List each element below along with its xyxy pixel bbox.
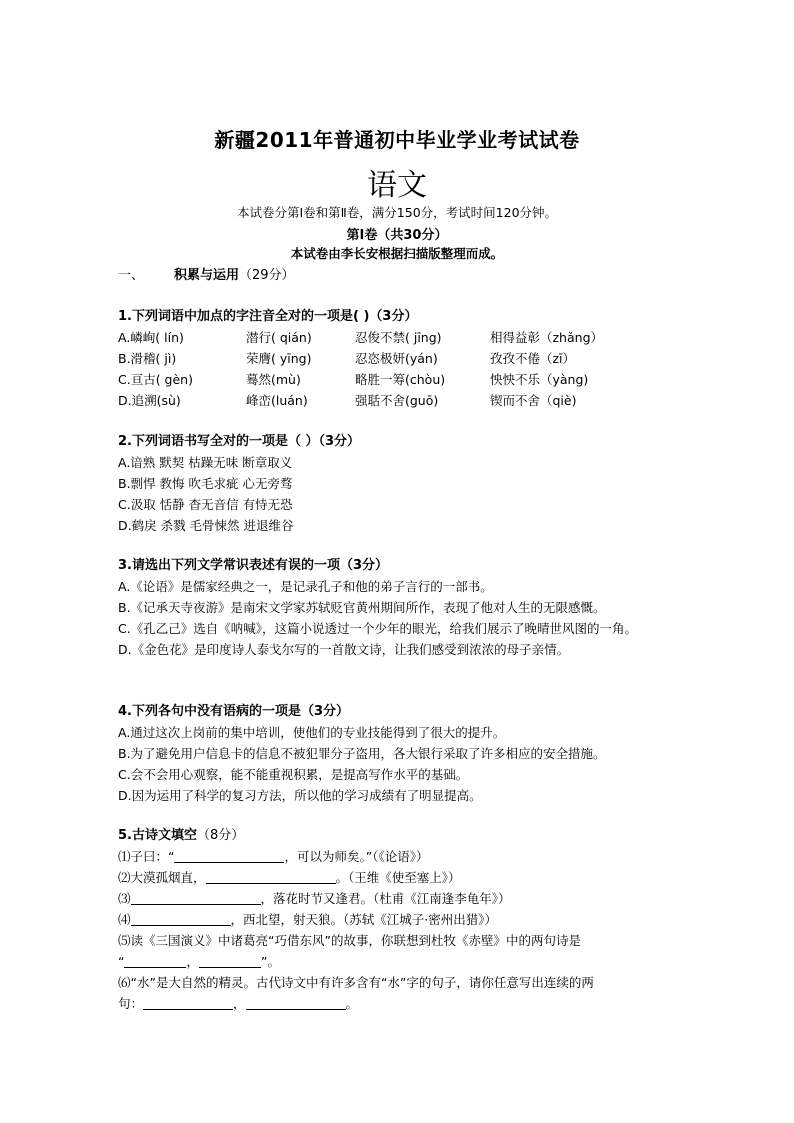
option-line: D.因为运用了科学的复习方法，所以他的学习成绩有了明显提高。 [118, 788, 482, 803]
option-line: A.谙熟 默契 枯躁无味 断章取义 [118, 455, 293, 470]
answer-blank[interactable] [174, 848, 284, 863]
fill-text: ⑵大漠孤烟直， [118, 870, 206, 885]
option-cell: 相得益彰（zhǎng） [490, 330, 604, 345]
option-cell: 略胜一筹(chòu) [355, 372, 446, 387]
fill-text: ⑴子曰：“ [118, 849, 175, 864]
question-title: 1.下列词语中加点的字注音全对的一项是( )（3分） [118, 309, 418, 324]
fill-item-6 [118, 972, 683, 993]
answer-blank[interactable] [246, 995, 346, 1010]
option-line: C.会不会用心观察，能不能重视积累，是提高写作水平的基础。 [118, 767, 469, 782]
fill-item-5-answer [118, 951, 683, 972]
option-line: D.《金色花》是印度诗人泰戈尔写的一首散文诗，让我们感受到浓浓的母子亲情。 [118, 642, 570, 657]
option-cell: 忍俊不禁( jīng) [355, 330, 442, 345]
fill-item-2 [118, 867, 683, 888]
question-title [118, 825, 683, 846]
option-cell: B.滑稽( jì) [118, 351, 177, 366]
fill-text: ， [233, 996, 246, 1011]
fill-text: ，可以为师矣。”（《论语》） [284, 849, 429, 864]
section-heading [118, 264, 295, 283]
fill-item-5 [118, 930, 683, 951]
question-5 [118, 825, 683, 1014]
question-1 [118, 306, 683, 411]
option-line: B.剽悍 教悔 吹毛求疵 心无旁骛 [118, 476, 293, 491]
fill-text: ⑶ [118, 891, 131, 906]
fill-item-4 [118, 909, 683, 930]
fill-text: ”。 [261, 954, 280, 969]
option-line: B.《记承天寺夜游》是南宋文学家苏轼贬官黄州期间所作，表现了他对人生的无限感慨。 [118, 600, 606, 615]
fill-text: ， [186, 954, 199, 969]
fill-text: ，落花时节又逢君。（杜甫《江南逢李龟年》） [260, 891, 511, 906]
question-score: （8分） [196, 828, 245, 843]
fill-item-1 [118, 846, 683, 867]
option-cell: 潜行( qián) [246, 330, 312, 345]
option-cell: 蓦然(mù) [246, 372, 301, 387]
answer-blank[interactable] [131, 890, 261, 905]
option-line: C.《孔乙己》选自《呐喊》，这篇小说透过一个少年的眼光，给我们展示了晚晴世风图的一角。 [118, 621, 637, 636]
question-2 [118, 431, 683, 536]
option-cell: 孜孜不倦（zī） [490, 351, 576, 366]
option-line: D.鹤戾 杀戮 毛骨悚然 进退维谷 [118, 518, 294, 533]
fill-text: ⑹“水”是大自然的精灵。古代诗文中有许多含有“水”字的句子，请你任意写出连续的两 [118, 975, 594, 990]
question-title: 2.下列词语书写全对的一项是（ ）（3分） [118, 434, 361, 449]
section-number: 一、 [118, 268, 145, 283]
source-note: 本试卷由李长安根据扫描版整理而成。 [290, 246, 504, 261]
option-cell: 忍恣极妍(yán) [355, 351, 438, 366]
option-row-a [118, 327, 683, 348]
exam-info: 本试卷分第Ⅰ卷和第Ⅱ卷，满分150分，考试时间120分钟。 [236, 205, 558, 220]
option-cell: 怏怏不乐（yàng) [490, 372, 589, 387]
option-row-c [118, 369, 683, 390]
fill-text: 。 [345, 996, 359, 1011]
question-3 [118, 555, 683, 660]
fill-item-3 [118, 888, 683, 909]
fill-text: ，西北望，射天狼。（苏轼《江城子·密州出猎》） [230, 912, 497, 927]
question-title: 3.请选出下列文学常识表述有误的一项（3分） [118, 558, 389, 573]
section-score: （29分） [239, 268, 295, 283]
part-heading: 第Ⅰ卷（共30分） [346, 228, 448, 243]
option-row-d [118, 390, 683, 411]
option-cell: C.亘古( gèn) [118, 372, 193, 387]
section-name: 积累与运用 [174, 268, 240, 283]
answer-blank[interactable] [206, 869, 336, 884]
question-title-text: 5.古诗文填空 [118, 828, 197, 843]
fill-item-6-answer [118, 993, 683, 1014]
option-cell: D.追溯(sù) [118, 393, 181, 408]
option-cell: A.嶙峋( lín) [118, 330, 184, 345]
question-4 [118, 701, 683, 806]
answer-blank[interactable] [199, 953, 261, 968]
option-cell: 锲而不舍（qiè) [490, 393, 577, 408]
option-line: C.汲取 恬静 杳无音信 有恃无恐 [118, 497, 293, 512]
fill-text: 句： [118, 996, 144, 1011]
fill-text: “ [118, 954, 125, 969]
option-line: B.为了避免用户信息卡的信息不被犯罪分子盗用，各大银行采取了许多相应的安全措施。 [118, 746, 606, 761]
answer-blank[interactable] [124, 953, 186, 968]
fill-text: ⑸读《三国演义》中诸葛亮“巧借东风”的故事，你联想到杜牧《赤壁》中的两句诗是 [118, 933, 581, 948]
subject-heading: 语文 [367, 168, 427, 203]
option-line: A.《论语》是儒家经典之一，是记录孔子和他的弟子言行的一部书。 [118, 579, 493, 594]
option-cell: 峰峦(luán) [246, 393, 308, 408]
option-cell: 强聒不舍(guō) [355, 393, 439, 408]
fill-text: 。（王维《使至塞上》） [335, 870, 461, 885]
exam-title: 新疆2011年普通初中毕业学业考试试卷 [214, 128, 580, 152]
question-title: 4.下列各句中没有语病的一项是（3分） [118, 704, 350, 719]
option-row-b [118, 348, 683, 369]
option-line: A.通过这次上岗前的集中培训，使他们的专业技能得到了很大的提升。 [118, 725, 506, 740]
answer-blank[interactable] [131, 911, 231, 926]
fill-text: ⑷ [118, 912, 131, 927]
option-cell: 荣膺( yīng) [246, 351, 312, 366]
answer-blank[interactable] [143, 995, 233, 1010]
